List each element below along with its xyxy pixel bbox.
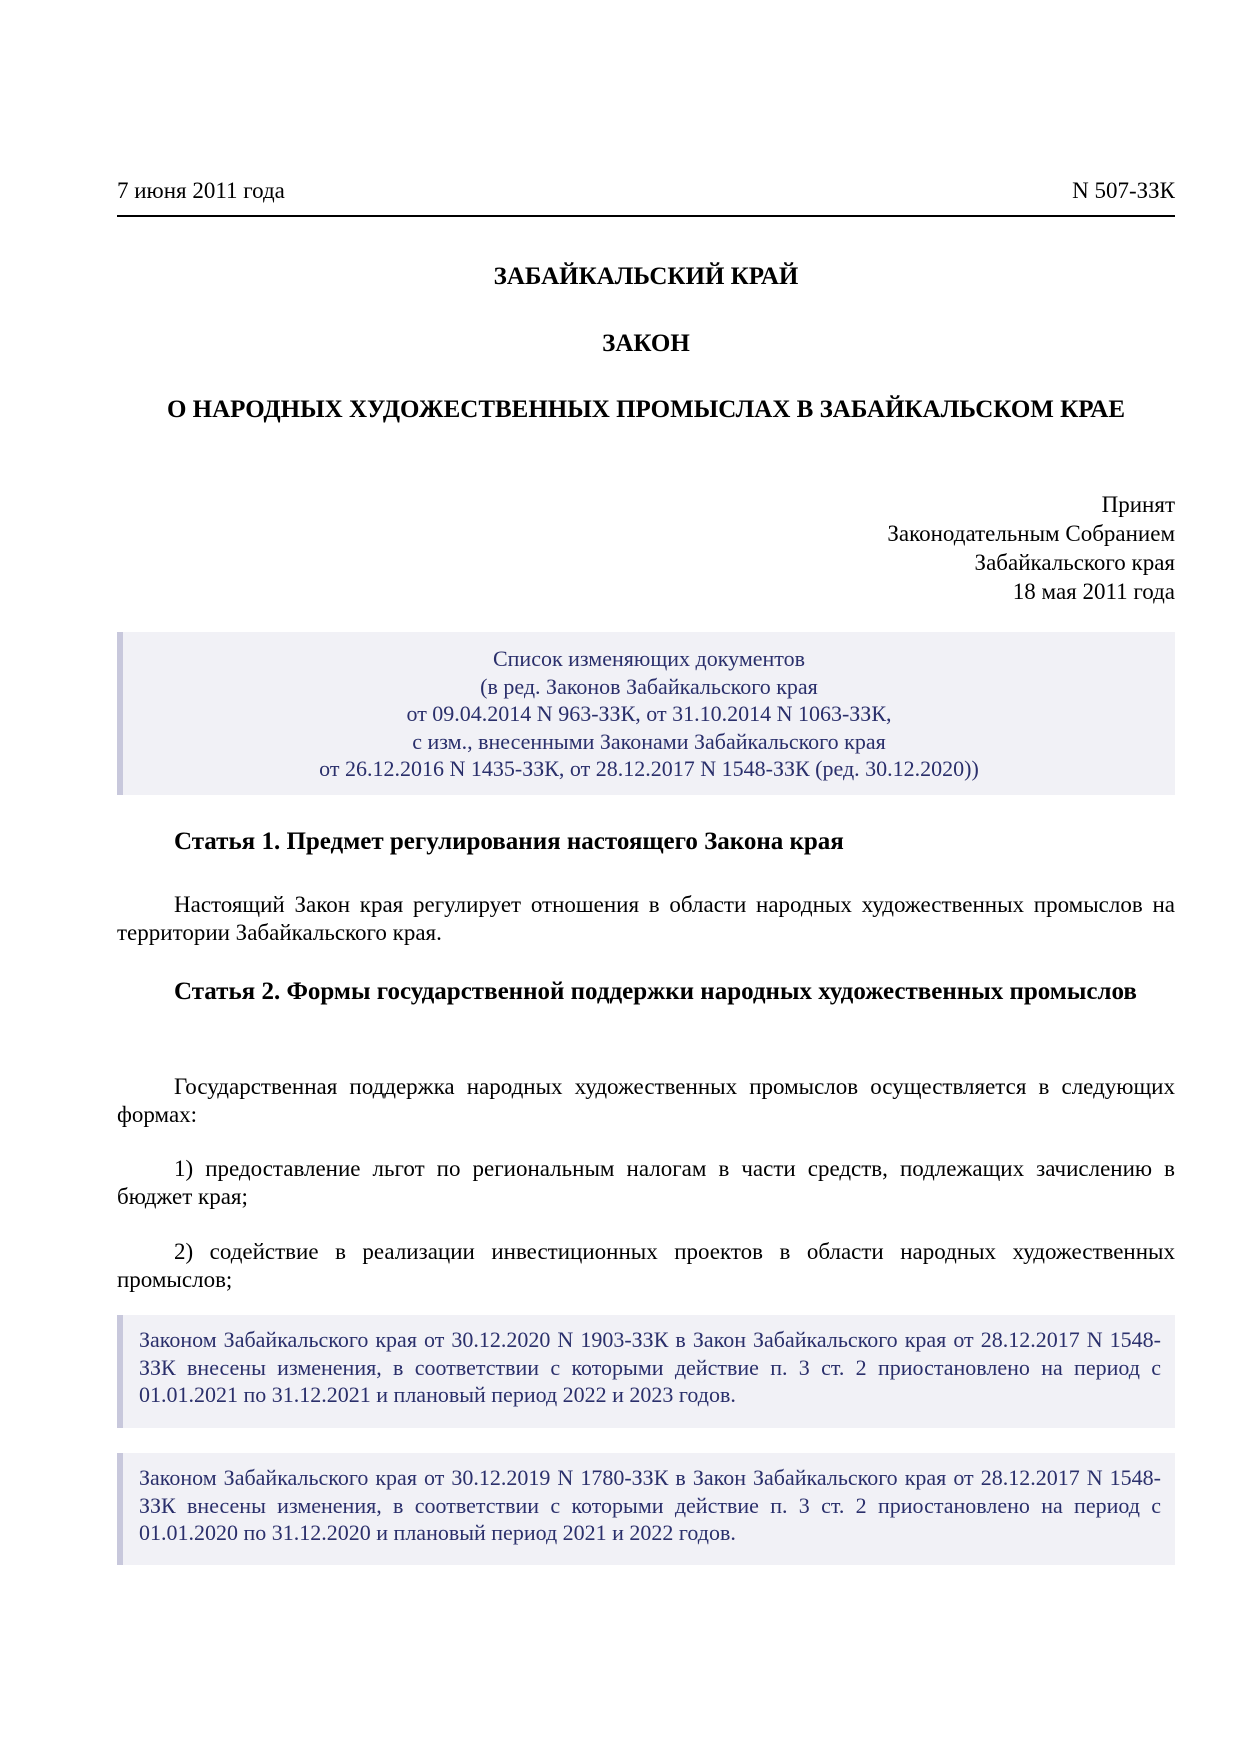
article-1-title: Статья 1. Предмет регулирования настоящего Закона края <box>174 828 844 855</box>
adoption-line: Принят <box>1101 492 1175 517</box>
law-subject-title: О НАРОДНЫХ ХУДОЖЕСТВЕННЫХ ПРОМЫСЛАХ В ЗАБАЙКАЛЬСКОМ КРАЕ <box>166 396 1126 423</box>
law-date: 7 июня 2011 года <box>117 178 285 203</box>
article-2-intro: Государственная поддержка народных художественных промыслов осуществляется в следующих формах: <box>117 1074 1175 1127</box>
region-title: ЗАБАЙКАЛЬСКИЙ КРАЙ <box>493 263 799 290</box>
adoption-line: Забайкальского края <box>974 550 1175 575</box>
amendments-line: с изм., внесенными Законами Забайкальского края <box>412 728 886 754</box>
article-2-item-2: 2) содействие в реализации инвестиционных проектов в области народных художественных промыслов; <box>117 1239 1175 1292</box>
adoption-info <box>117 490 1175 606</box>
amendments-line: от 26.12.2016 N 1435-ЗЗК, от 28.12.2017 N 1548-ЗЗК (ред. 30.12.2020)) <box>319 756 979 781</box>
article-1-text: Настоящий Закон края регулирует отношения в области народных художественных промыслов на территории Забайкальского края. <box>117 892 1175 945</box>
law-number: N 507-ЗЗК <box>1072 178 1175 203</box>
amendments-line: от 09.04.2014 N 963-ЗЗК, от 31.10.2014 N 1063-ЗЗК, <box>406 701 892 726</box>
suspension-note-2021: Законом Забайкальского края от 30.12.2020 N 1903-ЗЗК в Закон Забайкальского края от 28.12.2017 N 1548-ЗЗК внесены изменения, в соответствии с которыми действие п. 3 ст. 2 приостановлено на период с 01.01.2021 по 31.12.2021 и плановый период 2022 и 2023 годов. <box>117 1315 1175 1428</box>
amendments-list-box <box>117 632 1175 795</box>
amendments-list-title: Список изменяющих документов <box>492 646 805 671</box>
article-2-item-1: 1) предоставление льгот по региональным налогам в части средств, подлежащих зачислению в бюджет края; <box>117 1156 1175 1209</box>
adoption-date: 18 мая 2011 года <box>1012 579 1175 604</box>
amendments-line: (в ред. Законов Забайкальского края <box>480 673 818 699</box>
document-type-title: ЗАКОН <box>602 330 690 357</box>
article-2-title: Статья 2. Формы государственной поддержки народных художественных промыслов <box>174 978 1137 1005</box>
header-divider <box>117 215 1175 217</box>
document-header <box>117 176 1175 206</box>
suspension-note-2020: Законом Забайкальского края от 30.12.2019 N 1780-ЗЗК в Закон Забайкальского края от 28.12.2017 N 1548-ЗЗК внесены изменения, в соответствии с которыми действие п. 3 ст. 2 приостановлено на период с 01.01.2020 по 31.12.2020 и плановый период 2021 и 2022 годов. <box>117 1453 1175 1565</box>
adoption-line: Законодательным Собранием <box>887 521 1175 546</box>
